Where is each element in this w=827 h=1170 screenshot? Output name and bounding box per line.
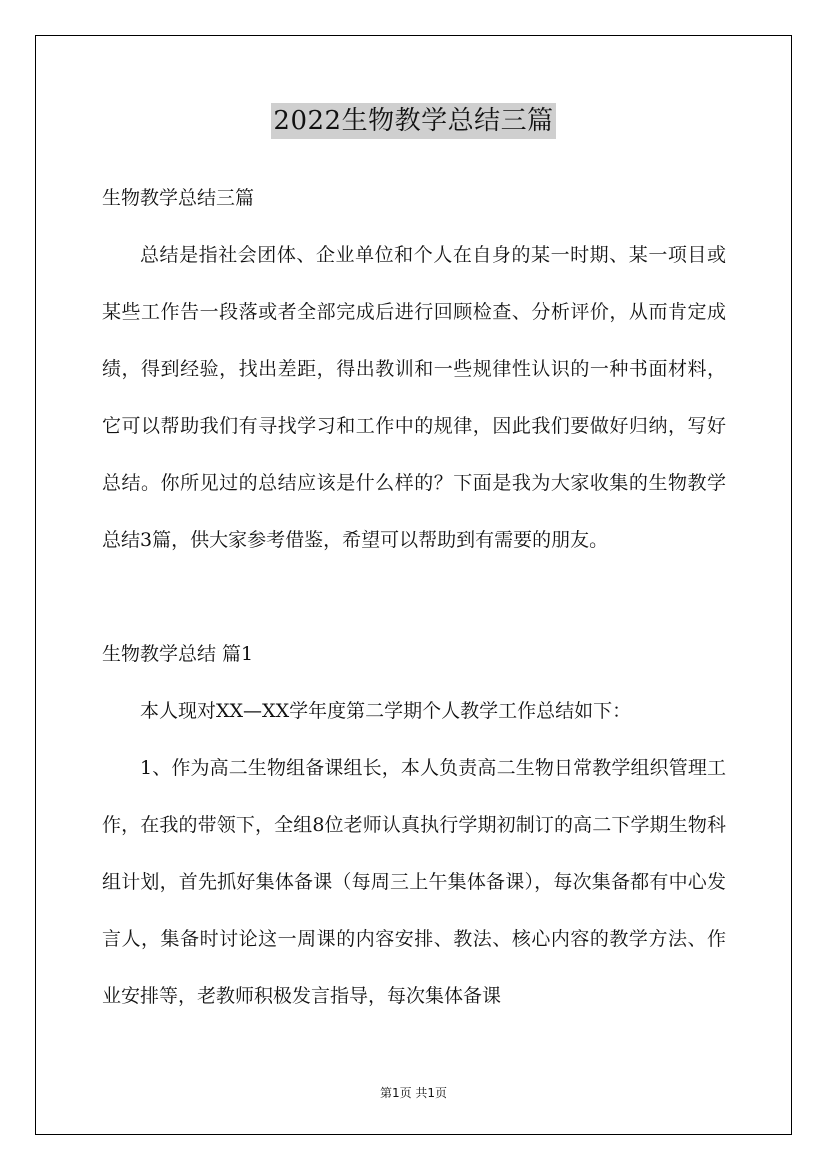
section-paragraph-2: 1、作为高二生物组备课组长，本人负责高二生物日常教学组织管理工作，在我的带领下，全组8位老师认真执行学期初制订的高二下学期生物科组计划，首先抓好集体备课（每周三上午集体备课），每次集备都有中心发言人，集备时讨论这一周课的内容安排、教法、核心内容的教学方法、作业安排等，老教师积极发言指导，每次集体备课 (102, 757, 726, 1007)
section-paragraph-1: 本人现对XX—XX学年度第二学期个人教学工作总结如下： (140, 700, 632, 722)
section-gap (102, 569, 726, 626)
document-title: 2022生物教学总结三篇 (271, 103, 555, 139)
intro-paragraph: 总结是指社会团体、企业单位和个人在自身的某一时期、某一项目或某些工作告一段落或者全部完成后进行回顾检查、分析评价，从而肯定成绩，得到经验，找出差距，得出教训和一些规律性认识的一种书面材料，它可以帮助我们有寻找学习和工作中的规律，因此我们要做好归纳，写好总结。你所见过的总结应该是什么样的？下面是我为大家收集的生物教学总结3篇，供大家参考借鉴，希望可以帮助到有需要的朋友。 (102, 244, 726, 551)
page-footer: 第1页 共1页 (379, 1086, 448, 1100)
title-container (0, 103, 827, 139)
subtitle: 生物教学总结三篇 (102, 187, 255, 209)
document-body (102, 170, 726, 1025)
section-heading: 生物教学总结 篇1 (102, 643, 254, 665)
